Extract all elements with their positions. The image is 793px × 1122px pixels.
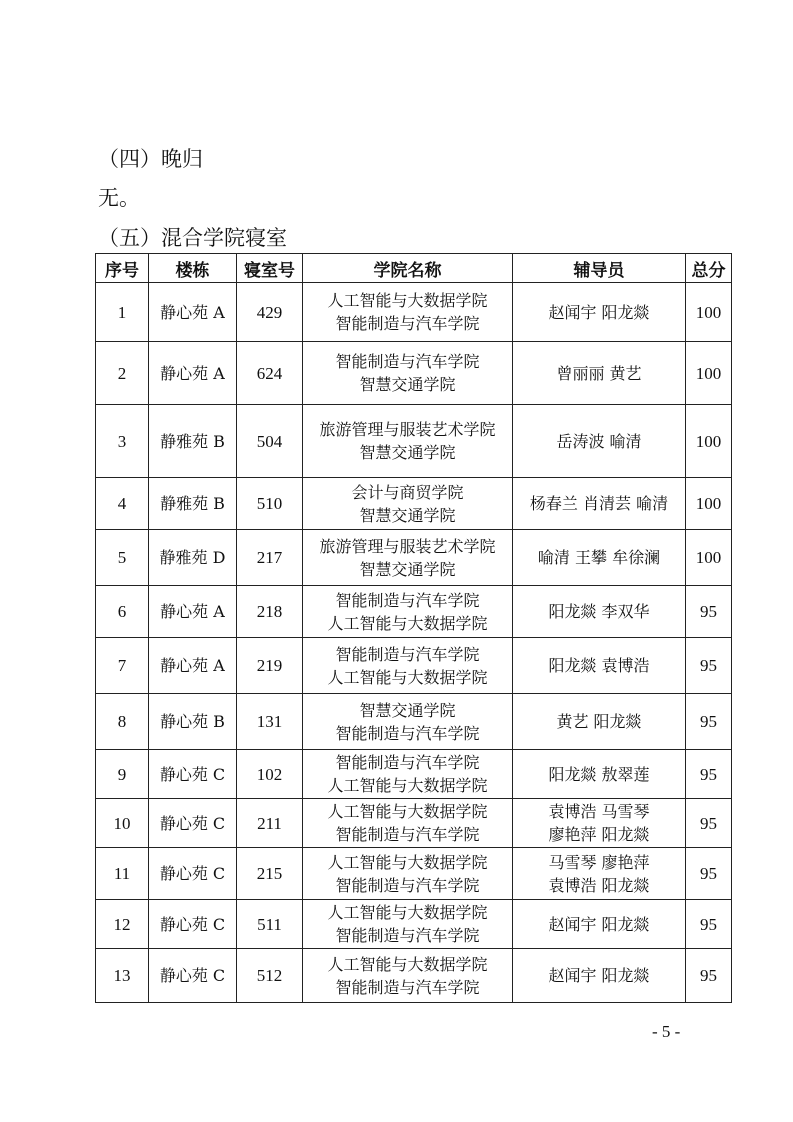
cell-score: 95: [686, 848, 732, 900]
cell-building: 静心苑 A: [149, 638, 237, 694]
table-row: [96, 799, 732, 848]
cell-score: 95: [686, 799, 732, 848]
cell-building: 静心苑 C: [149, 750, 237, 799]
cell-score: 100: [686, 478, 732, 530]
cell-counselors: [513, 848, 686, 900]
cell-score: 100: [686, 405, 732, 478]
cell-room: 429: [237, 283, 303, 342]
cell-colleges-line: 旅游管理与服装艺术学院: [319, 420, 496, 439]
cell-no: 12: [96, 900, 149, 949]
table-row: [96, 586, 732, 638]
table-row: [96, 342, 732, 405]
cell-room: 504: [237, 405, 303, 478]
column-header: 楼栋: [149, 254, 237, 283]
cell-counselors-line: 廖艳萍 阳龙燚: [548, 825, 650, 844]
cell-building: 静心苑 A: [149, 586, 237, 638]
cell-counselors-line: 岳涛波 喻清: [556, 431, 642, 451]
table-row: [96, 900, 732, 949]
cell-no: 6: [96, 586, 149, 638]
cell-no: 10: [96, 799, 149, 848]
cell-colleges-line: 智能制造与汽车学院: [335, 753, 480, 772]
table-row: [96, 694, 732, 750]
table-body: [96, 283, 732, 1003]
cell-counselors: [513, 342, 686, 405]
table-row: [96, 530, 732, 586]
cell-counselors-line: 阳龙燚 敖翠莲: [548, 764, 650, 784]
cell-colleges-line: 智能制造与汽车学院: [335, 644, 480, 664]
cell-room: 217: [237, 530, 303, 586]
cell-colleges-line: 智能制造与汽车学院: [335, 314, 480, 333]
cell-colleges-line: 人工智能与大数据学院: [327, 776, 488, 795]
cell-colleges: [303, 750, 513, 799]
cell-colleges-line: 人工智能与大数据学院: [327, 954, 488, 974]
cell-colleges: [303, 283, 513, 342]
cell-colleges-line: 智能制造与汽车学院: [335, 977, 480, 997]
cell-counselors-line: 黄艺 阳龙燚: [556, 712, 642, 731]
table-row: [96, 283, 732, 342]
cell-room: 131: [237, 694, 303, 750]
cell-building: 静雅苑 B: [149, 405, 237, 478]
cell-colleges: [303, 405, 513, 478]
cell-colleges: [303, 694, 513, 750]
cell-counselors-line: 马雪琴 廖艳萍: [548, 852, 650, 872]
cell-counselors-line: 阳龙燚 袁博浩: [548, 656, 650, 675]
table-row: [96, 949, 732, 1003]
cell-score: 100: [686, 342, 732, 405]
cell-building: 静心苑 B: [149, 694, 237, 750]
table-row: [96, 848, 732, 900]
column-header: 序号: [96, 254, 149, 283]
cell-counselors: [513, 949, 686, 1003]
cell-no: 7: [96, 638, 149, 694]
table-row: [96, 405, 732, 478]
cell-colleges-line: 智能制造与汽车学院: [335, 875, 480, 895]
cell-counselors-line: 袁博浩 马雪琴: [548, 802, 650, 821]
cell-no: 1: [96, 283, 149, 342]
cell-no: 4: [96, 478, 149, 530]
column-header: 辅导员: [513, 254, 686, 283]
cell-colleges-line: 人工智能与大数据学院: [327, 613, 488, 633]
dorm-score-table: [95, 253, 732, 1003]
cell-counselors-line: 赵闻宇 阳龙燚: [548, 302, 650, 322]
cell-room: 218: [237, 586, 303, 638]
cell-room: 211: [237, 799, 303, 848]
cell-counselors: [513, 530, 686, 586]
cell-colleges-line: 人工智能与大数据学院: [327, 667, 488, 687]
cell-room: 219: [237, 638, 303, 694]
cell-colleges-line: 智慧交通学院: [359, 443, 456, 462]
column-header: 寝室号: [237, 254, 303, 283]
cell-counselors-line: 赵闻宇 阳龙燚: [548, 966, 650, 985]
column-header: 总分: [686, 254, 732, 283]
table-row: [96, 478, 732, 530]
cell-colleges: [303, 848, 513, 900]
cell-colleges-line: 智能制造与汽车学院: [335, 825, 480, 844]
cell-colleges-line: 智慧交通学院: [359, 375, 456, 394]
cell-colleges: [303, 900, 513, 949]
cell-counselors-line: 喻清 王攀 牟徐澜: [537, 548, 661, 567]
cell-counselors: [513, 694, 686, 750]
cell-colleges: [303, 530, 513, 586]
cell-colleges: [303, 586, 513, 638]
cell-no: 8: [96, 694, 149, 750]
cell-counselors: [513, 283, 686, 342]
cell-colleges-line: 智慧交通学院: [359, 559, 456, 579]
cell-counselors-line: 杨春兰 肖清芸 喻清: [529, 494, 669, 513]
cell-colleges-line: 智慧交通学院: [359, 505, 456, 525]
cell-colleges-line: 智能制造与汽车学院: [335, 352, 480, 371]
cell-colleges-line: 智能制造与汽车学院: [335, 590, 480, 610]
cell-counselors: [513, 799, 686, 848]
cell-score: 95: [686, 586, 732, 638]
cell-score: 95: [686, 694, 732, 750]
cell-score: 95: [686, 949, 732, 1003]
cell-room: 512: [237, 949, 303, 1003]
cell-building: 静雅苑 B: [149, 478, 237, 530]
cell-colleges-line: 会计与商贸学院: [351, 482, 464, 502]
cell-counselors-line: 曾丽丽 黄艺: [556, 363, 642, 383]
cell-counselors: [513, 750, 686, 799]
table-header-row: [96, 254, 732, 283]
cell-no: 5: [96, 530, 149, 586]
cell-no: 2: [96, 342, 149, 405]
cell-colleges-line: 旅游管理与服装艺术学院: [319, 536, 496, 556]
cell-score: 95: [686, 750, 732, 799]
cell-colleges: [303, 478, 513, 530]
cell-colleges: [303, 638, 513, 694]
cell-counselors-line: 阳龙燚 李双华: [548, 602, 650, 621]
cell-score: 95: [686, 638, 732, 694]
table-row: [96, 638, 732, 694]
column-header: 学院名称: [303, 254, 513, 283]
cell-counselors: [513, 900, 686, 949]
cell-colleges-line: 人工智能与大数据学院: [327, 291, 488, 310]
cell-colleges-line: 智慧交通学院: [359, 700, 456, 720]
cell-counselors-line: 赵闻宇 阳龙燚: [548, 914, 650, 934]
cell-score: 100: [686, 530, 732, 586]
cell-building: 静雅苑 D: [149, 530, 237, 586]
cell-score: 95: [686, 900, 732, 949]
cell-colleges-line: 人工智能与大数据学院: [327, 852, 488, 872]
cell-counselors: [513, 478, 686, 530]
cell-colleges-line: 智能制造与汽车学院: [335, 723, 480, 743]
cell-building: 静心苑 C: [149, 949, 237, 1003]
section-body-none: 无。: [98, 186, 140, 210]
section-heading-mixed-dorms: （五）混合学院寝室: [98, 226, 287, 250]
cell-no: 11: [96, 848, 149, 900]
cell-room: 510: [237, 478, 303, 530]
cell-counselors: [513, 405, 686, 478]
cell-room: 624: [237, 342, 303, 405]
cell-no: 3: [96, 405, 149, 478]
cell-colleges: [303, 342, 513, 405]
cell-building: 静心苑 C: [149, 848, 237, 900]
cell-building: 静心苑 A: [149, 283, 237, 342]
cell-colleges-line: 智能制造与汽车学院: [335, 926, 480, 945]
cell-score: 100: [686, 283, 732, 342]
cell-room: 102: [237, 750, 303, 799]
cell-colleges: [303, 949, 513, 1003]
cell-building: 静心苑 C: [149, 799, 237, 848]
cell-colleges-line: 人工智能与大数据学院: [327, 802, 488, 821]
cell-colleges: [303, 799, 513, 848]
cell-building: 静心苑 A: [149, 342, 237, 405]
cell-no: 13: [96, 949, 149, 1003]
page-number: - 5 -: [652, 1022, 681, 1041]
cell-counselors: [513, 586, 686, 638]
cell-counselors: [513, 638, 686, 694]
cell-colleges-line: 人工智能与大数据学院: [327, 903, 488, 922]
table-row: [96, 750, 732, 799]
cell-building: 静心苑 C: [149, 900, 237, 949]
cell-no: 9: [96, 750, 149, 799]
cell-room: 215: [237, 848, 303, 900]
section-heading-late-return: （四）晚归: [98, 147, 203, 171]
cell-counselors-line: 袁博浩 阳龙燚: [548, 875, 650, 895]
cell-room: 511: [237, 900, 303, 949]
